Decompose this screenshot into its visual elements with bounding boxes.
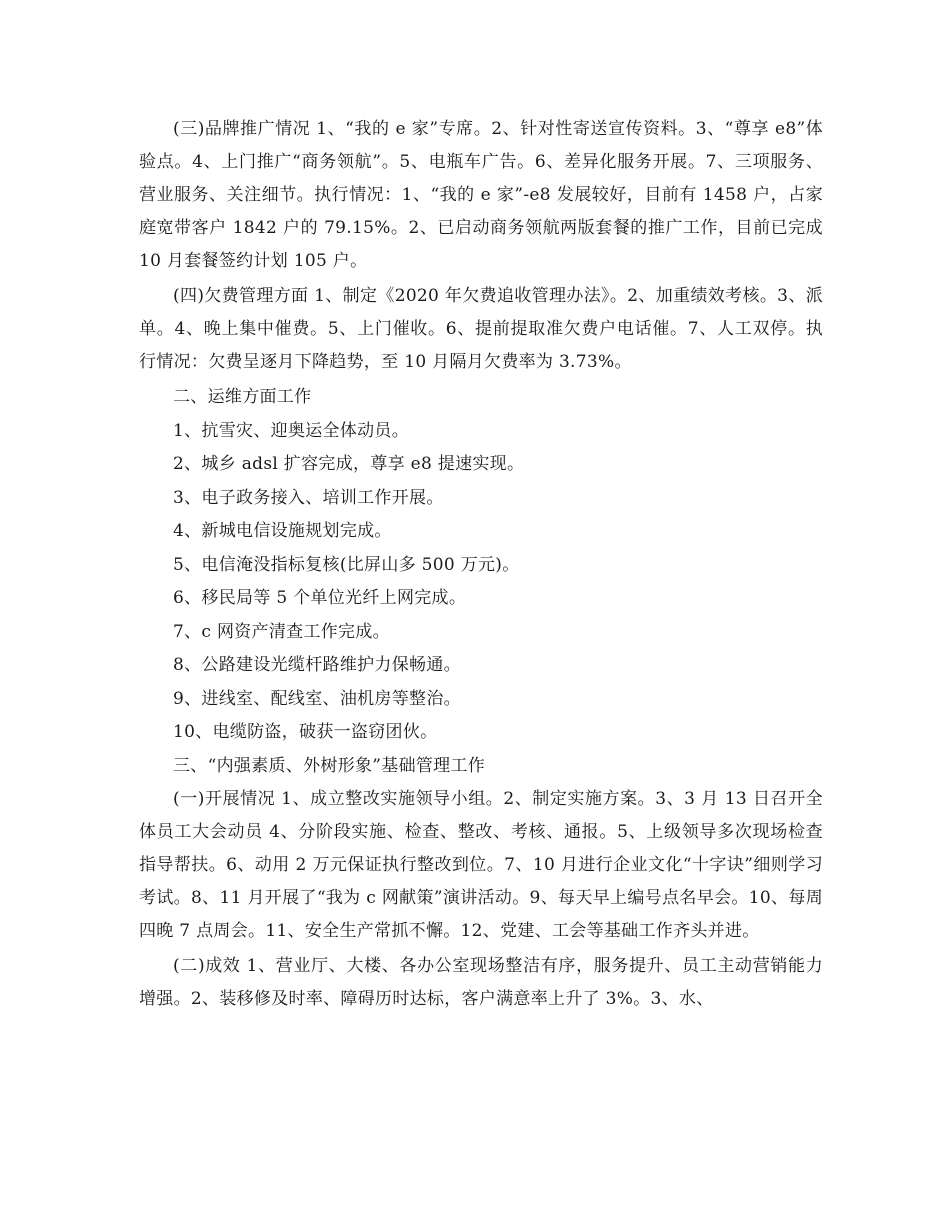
list-item: 1、抗雪灾、迎奥运全体动员。: [173, 420, 410, 441]
list-item: 3、电子政务接入、培训工作开展。: [173, 487, 444, 508]
list-item: 2、城乡 adsl 扩容完成，尊享 e8 提速实现。: [173, 454, 525, 474]
list-item: 10、电缆防盗，破获一盗窃团伙。: [173, 722, 438, 742]
list-item: 8、公路建设光缆杆路维护力保畅通。: [173, 655, 461, 675]
section-heading-operations: 二、运维方面工作: [173, 387, 312, 407]
list-item: 7、c 网资产清查工作完成。: [173, 621, 390, 642]
paragraph-results: (二)成效 1、营业厅、大楼、各办公室现场整洁有序，服务提升、员工主动营销能力增强。2、装移修及时率、障碍历时达标，客户满意率上升了 3%。3、水、: [139, 956, 823, 1009]
paragraph-implementation: (一)开展情况 1、成立整改实施领导小组。2、制定实施方案。3、3 月 13 日召开全体员工大会动员 4、分阶段实施、检查、整改、考核、通报。5、上级领导多次现场检查指导帮扶。6、动用 2 万元保证执行整改到位。7、10 月进行企业文化“十字诀”细则学习考试。8、11 月开展了“我为 c 网献策”演讲活动。9、每天早上编号点名早会。10、每周四晚 7 点周会。11、安全生产常抓不懈。12、党建、工会等基础工作齐头并进。: [139, 789, 823, 941]
list-item: 5、电信淹没指标复核(比屏山多 500 万元)。: [173, 554, 520, 575]
section-heading-basic-management: 三、“内强素质、外树形象”基础管理工作: [173, 755, 486, 776]
document-body: [139, 113, 823, 1018]
list-item: 6、移民局等 5 个单位光纤上网完成。: [173, 588, 467, 608]
list-item: 4、新城电信设施规划完成。: [173, 521, 392, 541]
list-item: 9、进线室、配线室、油机房等整治。: [173, 688, 461, 709]
paragraph-arrears-management: (四)欠费管理方面 1、制定《2020 年欠费追收管理办法》。2、加重绩效考核。3、派单。4、晚上集中催费。5、上门催收。6、提前提取准欠费户电话催。7、人工双停。执行情况：欠费呈逐月下降趋势，至 10 月隔月欠费率为 3.73%。: [139, 286, 823, 372]
paragraph-brand-promotion: (三)品牌推广情况 1、“我的 e 家”专席。2、针对性寄送宣传资料。3、“尊享 e8”体验点。4、上门推广“商务领航”。5、电瓶车广告。6、差异化服务开展。7、三项服务、营业服务、关注细节。执行情况：1、“我的 e 家”-e8 发展较好，目前有 1458 户，占家庭宽带客户 1842 户的 79.15%。2、已启动商务领航两版套餐的推广工作，目前已完成 10 月套餐签约计划 105 户。: [139, 119, 823, 271]
